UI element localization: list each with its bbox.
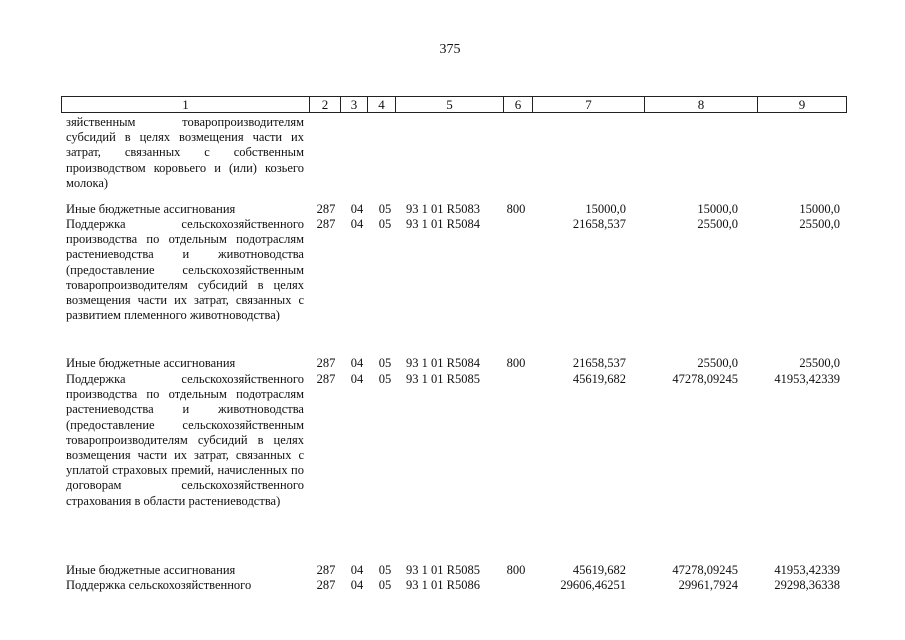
row-code-col2: 287 [316,563,336,577]
row-amount-col7: 45619,682 [572,372,626,386]
row-code-col5: 93 1 01 R5084 [406,356,480,370]
row-code-col2: 287 [316,217,336,231]
row-code-col4: 05 [378,563,392,577]
row-amount-col7: 21658,537 [572,356,626,370]
row-description: Поддержка сельскохозяйственного производства по отдельным подотраслям растениеводства и животноводства (предоставление сельскохозяйственным товаропроизводителям субсидий в целях возмещения части их затрат, связанных с уплатой страховых премий, начисленных по договорам сельскохозяйственного страхования в области растениеводства) [66,372,304,508]
row-code-col5: 93 1 01 R5083 [406,202,480,216]
row-code-col5: 93 1 01 R5086 [406,578,480,592]
row-code-col6: 800 [506,202,526,216]
header-col-5: 5 [395,97,503,112]
row-code-col3: 04 [350,578,364,592]
row-amount-col7: 21658,537 [572,217,626,231]
row-amount-col7: 29606,46251 [560,578,626,592]
row-code-col6: 800 [506,356,526,370]
row-description: Поддержка сельскохозяйственного производства по отдельным подотраслям растениеводства и животноводства (предоставление сельскохозяйственным товаропроизводителям субсидий в целях возмещения части их затрат, связанных с развитием племенного животноводства) [66,217,304,323]
row-code-col4: 05 [378,356,392,370]
row-code-col4: 05 [378,578,392,592]
row-code-col2: 287 [316,356,336,370]
row-amount-col9: 41953,42339 [774,372,840,386]
row-amount-col8: 15000,0 [697,202,738,216]
table-header [61,96,847,113]
continued-description: зяйственным товаропроизводителям субсидий в целях возмещения части их затрат, связанных с собственным производством коровьего и (или) козьего молока) [66,115,304,190]
row-code-col2: 287 [316,578,336,592]
row-code-col2: 287 [316,372,336,386]
row-code-col3: 04 [350,356,364,370]
row-code-col3: 04 [350,217,364,231]
row-description: Иные бюджетные ассигнования [66,563,236,577]
row-code-col4: 05 [378,372,392,386]
row-amount-col7: 45619,682 [572,563,626,577]
header-col-9: 9 [757,97,846,112]
row-code-col3: 04 [350,202,364,216]
header-col-4: 4 [367,97,395,112]
row-code-col5: 93 1 01 R5085 [406,372,480,386]
row-amount-col8: 25500,0 [697,217,738,231]
row-amount-col8: 29961,7924 [678,578,738,592]
header-col-6: 6 [503,97,532,112]
row-code-col2: 287 [316,202,336,216]
row-amount-col9: 15000,0 [799,202,840,216]
header-col-3: 3 [340,97,367,112]
row-amount-col9: 29298,36338 [774,578,840,592]
row-amount-col8: 25500,0 [697,356,738,370]
row-amount-col7: 15000,0 [585,202,626,216]
row-amount-col8: 47278,09245 [672,372,738,386]
row-description: Иные бюджетные ассигнования [66,356,236,370]
row-code-col5: 93 1 01 R5085 [406,563,480,577]
row-code-col6: 800 [506,563,526,577]
row-code-col5: 93 1 01 R5084 [406,217,480,231]
page-number: 375 [439,42,461,57]
header-col-8: 8 [644,97,757,112]
row-amount-col9: 25500,0 [799,356,840,370]
row-amount-col8: 47278,09245 [672,563,738,577]
header-col-1: 1 [182,97,189,112]
row-code-col3: 04 [350,372,364,386]
row-code-col3: 04 [350,563,364,577]
header-col-2: 2 [309,97,340,112]
row-description: Поддержка сельскохозяйственного [66,578,252,592]
row-description: Иные бюджетные ассигнования [66,202,236,216]
header-col-7: 7 [532,97,644,112]
row-amount-col9: 25500,0 [799,217,840,231]
row-code-col4: 05 [378,217,392,231]
row-code-col4: 05 [378,202,392,216]
row-amount-col9: 41953,42339 [774,563,840,577]
